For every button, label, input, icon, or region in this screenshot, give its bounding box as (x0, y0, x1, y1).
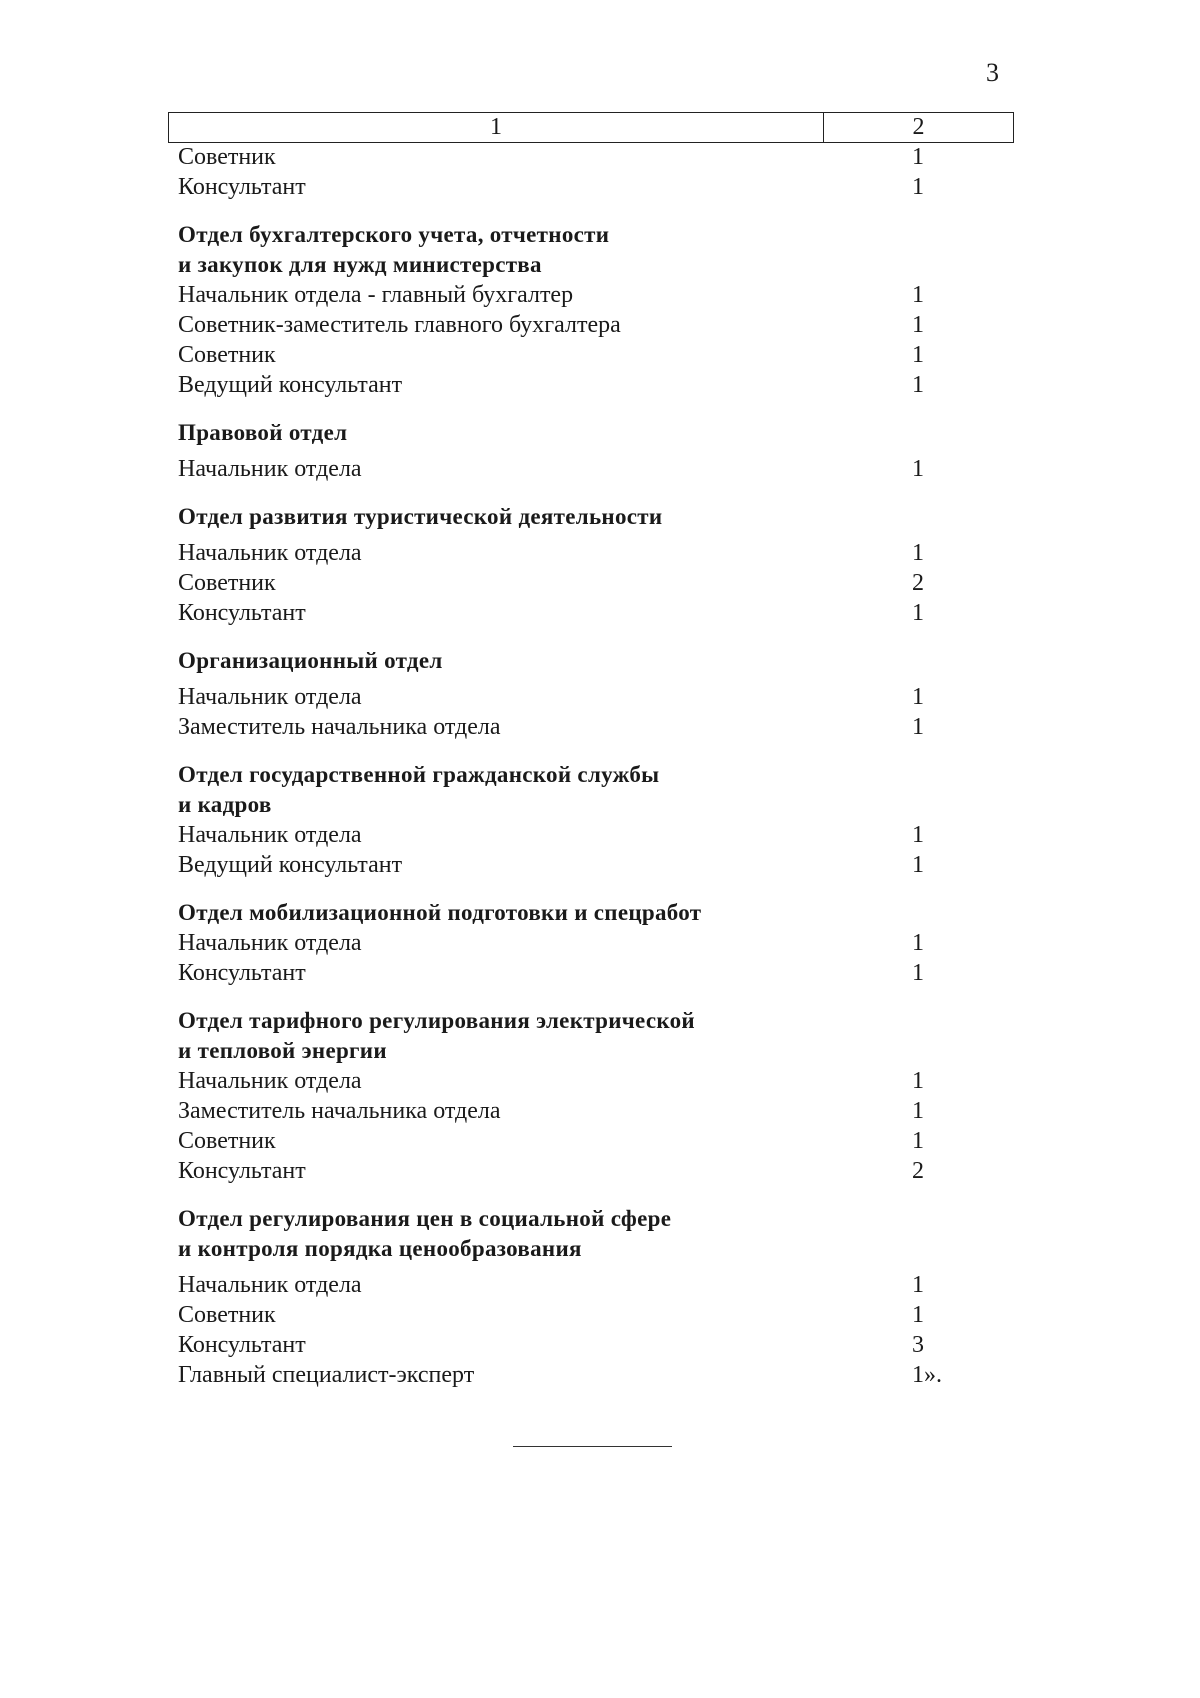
position-row (178, 1066, 998, 1096)
position-row (178, 820, 998, 850)
department-heading: Отдел мобилизационной подготовки и спецработ (178, 900, 702, 925)
department-heading: Отдел бухгалтерского учета, отчетности (178, 222, 610, 247)
position-row (178, 1330, 998, 1360)
department-heading: Организационный отдел (178, 648, 443, 673)
department-section (178, 502, 998, 628)
department-heading: и закупок для нужд министерства (178, 252, 542, 277)
position-row (178, 598, 998, 628)
position-title: Начальник отдела - главный бухгалтер (178, 282, 574, 308)
position-count: 3 (912, 1332, 924, 1358)
position-row (178, 538, 998, 568)
department-section (178, 1204, 998, 1390)
position-title: Ведущий консультант (178, 372, 403, 398)
position-title: Заместитель начальника отдела (178, 1098, 501, 1124)
position-count: 1 (912, 1128, 924, 1154)
position-row (178, 1126, 998, 1156)
position-count: 1 (912, 1068, 924, 1094)
position-row (178, 1096, 998, 1126)
position-row (178, 568, 998, 598)
department-heading: и контроля порядка ценообразования (178, 1236, 582, 1261)
position-title: Ведущий консультант (178, 852, 403, 878)
column-header-1: 1 (169, 113, 824, 142)
position-row (178, 712, 998, 742)
staff-list (178, 142, 998, 1390)
position-row (178, 370, 998, 400)
position-title: Начальник отдела (178, 1272, 362, 1298)
position-title: Советник (178, 570, 276, 596)
position-count: 2 (912, 570, 924, 596)
position-title: Советник (178, 1128, 276, 1154)
position-count: 1 (912, 1098, 924, 1124)
department-section (178, 220, 998, 400)
page-number: 3 (986, 58, 999, 87)
position-title: Консультант (178, 1158, 306, 1184)
position-row (178, 682, 998, 712)
column-header-2: 2 (912, 114, 925, 140)
department-heading: Отдел регулирования цен в социальной сфере (178, 1206, 672, 1231)
position-title: Консультант (178, 600, 306, 626)
department-section (178, 898, 998, 988)
position-title: Главный специалист-эксперт (178, 1362, 475, 1388)
position-title: Консультант (178, 1332, 306, 1358)
department-heading: Отдел тарифного регулирования электрической (178, 1008, 695, 1033)
position-row (178, 1156, 998, 1186)
position-title: Советник-заместитель главного бухгалтера (178, 312, 621, 338)
position-row (178, 172, 998, 202)
position-title: Заместитель начальника отдела (178, 714, 501, 740)
position-title: Советник (178, 144, 276, 170)
position-count: 1 (912, 456, 924, 482)
position-title: Начальник отдела (178, 684, 362, 710)
table-header (168, 112, 1014, 143)
position-title: Начальник отдела (178, 540, 362, 566)
position-title: Начальник отдела (178, 1068, 362, 1094)
department-heading: Правовой отдел (178, 420, 348, 445)
position-title: Советник (178, 342, 276, 368)
position-title: Начальник отдела (178, 930, 362, 956)
position-row (178, 958, 998, 988)
position-row (178, 928, 998, 958)
position-count: 1 (912, 930, 924, 956)
position-row (178, 1300, 998, 1330)
position-count: 1 (912, 852, 924, 878)
department-section (178, 646, 998, 742)
position-row (178, 280, 998, 310)
position-count: 1 (912, 714, 924, 740)
position-count: 2 (912, 1158, 924, 1184)
position-row (178, 1270, 998, 1300)
department-section (178, 760, 998, 880)
department-heading: Отдел государственной гражданской службы (178, 762, 660, 787)
position-count: 1 (912, 144, 924, 170)
position-row (178, 454, 998, 484)
department-section (178, 418, 998, 484)
department-heading: Отдел развития туристической деятельности (178, 504, 663, 529)
position-count: 1 (912, 1272, 924, 1298)
position-row (178, 340, 998, 370)
position-count: 1 (912, 372, 924, 398)
end-divider (513, 1446, 672, 1447)
position-count: 1». (912, 1362, 942, 1388)
position-title: Консультант (178, 174, 306, 200)
position-count: 1 (912, 342, 924, 368)
department-heading: и кадров (178, 792, 272, 817)
position-title: Начальник отдела (178, 456, 362, 482)
position-count: 1 (912, 684, 924, 710)
position-count: 1 (912, 312, 924, 338)
position-count: 1 (912, 822, 924, 848)
position-row (178, 142, 998, 172)
position-count: 1 (912, 960, 924, 986)
position-title: Советник (178, 1302, 276, 1328)
position-count: 1 (912, 1302, 924, 1328)
position-count: 1 (912, 600, 924, 626)
department-section (178, 142, 998, 202)
position-row (178, 850, 998, 880)
position-row (178, 1360, 998, 1390)
position-count: 1 (912, 282, 924, 308)
position-title: Начальник отдела (178, 822, 362, 848)
position-title: Консультант (178, 960, 306, 986)
department-heading: и тепловой энергии (178, 1038, 387, 1063)
position-count: 1 (912, 540, 924, 566)
position-count: 1 (912, 174, 924, 200)
department-section (178, 1006, 998, 1186)
position-row (178, 310, 998, 340)
